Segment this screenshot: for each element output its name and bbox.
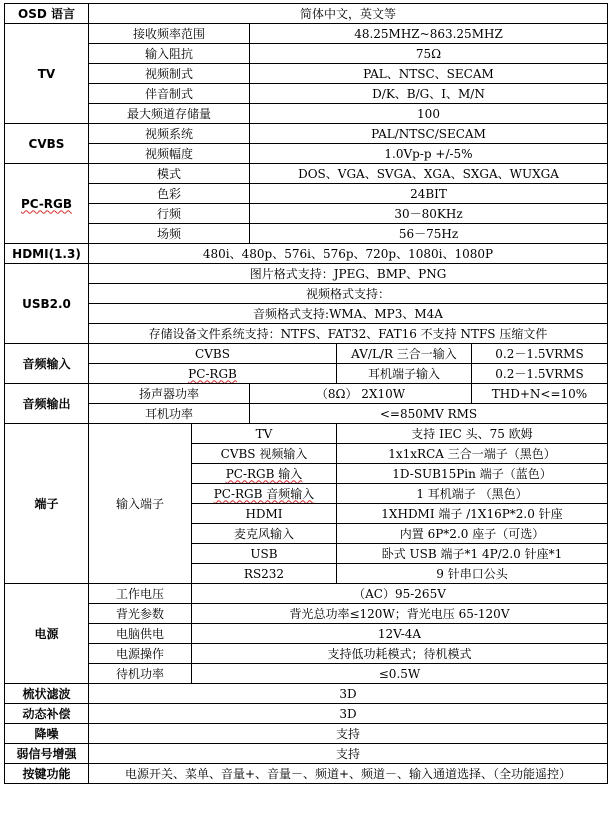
- row-power-3: [5, 624, 608, 644]
- row-cvbs-2: [5, 144, 608, 164]
- port-key-text: PC-RGB 输入: [225, 466, 303, 481]
- noise-reduction-label: 降噪: [5, 724, 89, 744]
- hdmi-label: HDMI(1.3): [5, 244, 89, 264]
- audio-in-source: [89, 364, 337, 384]
- port-key: TV: [192, 424, 337, 444]
- cvbs-value: PAL/NTSC/SECAM: [250, 124, 608, 144]
- tv-key: 接收频率范围: [89, 24, 250, 44]
- tv-key: 视频制式: [89, 64, 250, 84]
- port-key: 麦克风输入: [192, 524, 337, 544]
- port-value: 卧式 USB 端子*1 4P/2.0 针座*1: [337, 544, 608, 564]
- hdmi-value: 480i、480p、576i、576p、720p、1080i、1080P: [89, 244, 608, 264]
- audio-in-source-text: PC-RGB: [188, 366, 237, 381]
- row-power-5: [5, 664, 608, 684]
- tv-value: D/K、B/G、I、M/N: [250, 84, 608, 104]
- audio-in-label: 音频输入: [5, 344, 89, 384]
- audio-out-key: 耳机功率: [89, 404, 250, 424]
- usb-item: 图片格式支持：JPEG、BMP、PNG: [89, 264, 608, 284]
- power-key: 电脑供电: [89, 624, 192, 644]
- power-key: 电源操作: [89, 644, 192, 664]
- tv-value: 48.25MHZ~863.25MHZ: [250, 24, 608, 44]
- spec-table: [4, 3, 608, 784]
- audio-in-level: 0.2－1.5VRMS: [472, 344, 608, 364]
- speaker-thd: THD+N<=10%: [472, 384, 608, 404]
- power-value: ≤0.5W: [192, 664, 608, 684]
- osd-label: OSD 语言: [5, 4, 89, 24]
- power-value: 12V-4A: [192, 624, 608, 644]
- port-value: 9 针串口公头: [337, 564, 608, 584]
- row-power-2: [5, 604, 608, 624]
- row-noise-reduction: [5, 724, 608, 744]
- usb-label: USB2.0: [5, 264, 89, 344]
- pcrgb-label: [5, 164, 89, 244]
- row-pcrgb-4: [5, 224, 608, 244]
- key-functions-value: 电源开关、菜单、音量+、音量－、频道+、频道－、输入通道选择、（全功能遥控）: [89, 764, 608, 784]
- power-value: 背光总功率≤120W；背光电压 65-120V: [192, 604, 608, 624]
- key-functions-label: 按键功能: [5, 764, 89, 784]
- speaker-power: （8Ω） 2X10W: [250, 384, 472, 404]
- port-value: 1 耳机端子 （黑色）: [337, 484, 608, 504]
- pcrgb-value: 24BIT: [250, 184, 608, 204]
- weak-signal-label: 弱信号增强: [5, 744, 89, 764]
- port-key: RS232: [192, 564, 337, 584]
- row-audio-out-1: [5, 384, 608, 404]
- tv-value: 75Ω: [250, 44, 608, 64]
- headphone-power: <=850MV RMS: [250, 404, 608, 424]
- row-pcrgb-2: [5, 184, 608, 204]
- row-hdmi: [5, 244, 608, 264]
- power-key: 工作电压: [89, 584, 192, 604]
- row-tv-1: [5, 24, 608, 44]
- cvbs-key: 视频系统: [89, 124, 250, 144]
- port-value: 内置 6P*2.0 座子（可选）: [337, 524, 608, 544]
- power-key: 待机功率: [89, 664, 192, 684]
- power-value: （AC）95-265V: [192, 584, 608, 604]
- row-audio-in-2: [5, 364, 608, 384]
- input-ports-label: 输入端子: [89, 424, 192, 584]
- audio-out-label: 音频输出: [5, 384, 89, 424]
- row-power-1: [5, 584, 608, 604]
- motion-comp-label: 动态补偿: [5, 704, 89, 724]
- usb-item: 音频格式支持:WMA、MP3、M4A: [89, 304, 608, 324]
- audio-in-level: 0.2－1.5VRMS: [472, 364, 608, 384]
- port-key: HDMI: [192, 504, 337, 524]
- weak-signal-value: 支持: [89, 744, 608, 764]
- port-value: 1XHDMI 端子 /1X16P*2.0 针座: [337, 504, 608, 524]
- port-key: [192, 464, 337, 484]
- pcrgb-value: DOS、VGA、SVGA、XGA、SXGA、WUXGA: [250, 164, 608, 184]
- power-key: 背光参数: [89, 604, 192, 624]
- audio-in-port: 耳机端子输入: [337, 364, 472, 384]
- row-pcrgb-3: [5, 204, 608, 224]
- row-port-1: [5, 424, 608, 444]
- row-weak-signal: [5, 744, 608, 764]
- row-usb-3: [5, 304, 608, 324]
- motion-comp-value: 3D: [89, 704, 608, 724]
- port-key: USB: [192, 544, 337, 564]
- ports-label: 端子: [5, 424, 89, 584]
- comb-filter-label: 梳状滤波: [5, 684, 89, 704]
- row-comb-filter: [5, 684, 608, 704]
- tv-value: PAL、NTSC、SECAM: [250, 64, 608, 84]
- port-value: 1D-SUB15Pin 端子（蓝色）: [337, 464, 608, 484]
- tv-key: 输入阻抗: [89, 44, 250, 64]
- row-power-4: [5, 644, 608, 664]
- osd-value: 简体中文，英文等: [89, 4, 608, 24]
- row-osd: [5, 4, 608, 24]
- usb-item: 存储设备文件系统支持：NTFS、FAT32、FAT16 不支持 NTFS 压缩文件: [89, 324, 608, 344]
- row-tv-4: [5, 84, 608, 104]
- power-label: 电源: [5, 584, 89, 684]
- usb-item: 视频格式支持：: [89, 284, 608, 304]
- port-value: 1x1xRCA 三合一端子（黑色）: [337, 444, 608, 464]
- tv-key: 伴音制式: [89, 84, 250, 104]
- audio-out-key: 扬声器功率: [89, 384, 250, 404]
- pcrgb-key: 色彩: [89, 184, 250, 204]
- row-cvbs-1: [5, 124, 608, 144]
- tv-label: TV: [5, 24, 89, 124]
- row-usb-1: [5, 264, 608, 284]
- noise-reduction-value: 支持: [89, 724, 608, 744]
- comb-filter-value: 3D: [89, 684, 608, 704]
- row-motion-comp: [5, 704, 608, 724]
- cvbs-key: 视频幅度: [89, 144, 250, 164]
- tv-value: 100: [250, 104, 608, 124]
- port-key-text: PC-RGB 音频输入: [213, 486, 315, 501]
- row-pcrgb-1: [5, 164, 608, 184]
- port-value: 支持 IEC 头、75 欧姆: [337, 424, 608, 444]
- audio-in-port: AV/L/R 三合一输入: [337, 344, 472, 364]
- row-audio-in-1: [5, 344, 608, 364]
- pcrgb-key: 行频: [89, 204, 250, 224]
- port-key: CVBS 视频输入: [192, 444, 337, 464]
- pcrgb-label-text: PC-RGB: [20, 196, 73, 211]
- port-key: [192, 484, 337, 504]
- power-value: 支持低功耗模式；待机模式: [192, 644, 608, 664]
- pcrgb-key: 场频: [89, 224, 250, 244]
- row-tv-5: [5, 104, 608, 124]
- cvbs-value: 1.0Vp-p +/-5%: [250, 144, 608, 164]
- cvbs-label: CVBS: [5, 124, 89, 164]
- row-key-functions: [5, 764, 608, 784]
- pcrgb-value: 56－75Hz: [250, 224, 608, 244]
- row-audio-out-2: [5, 404, 608, 424]
- pcrgb-value: 30－80KHz: [250, 204, 608, 224]
- row-tv-2: [5, 44, 608, 64]
- row-usb-4: [5, 324, 608, 344]
- audio-in-source: CVBS: [89, 344, 337, 364]
- row-usb-2: [5, 284, 608, 304]
- pcrgb-key: 模式: [89, 164, 250, 184]
- row-tv-3: [5, 64, 608, 84]
- tv-key: 最大频道存储量: [89, 104, 250, 124]
